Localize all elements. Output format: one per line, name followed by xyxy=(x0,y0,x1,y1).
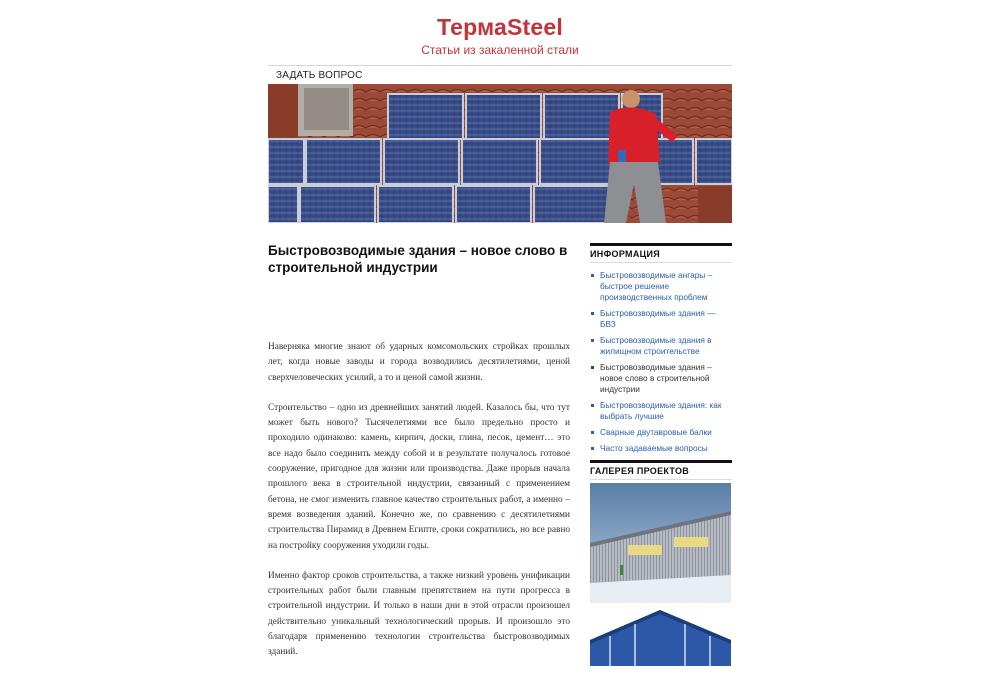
sidebar xyxy=(590,243,732,666)
info-widget xyxy=(590,243,732,454)
info-link-bvz[interactable]: Быстровозводимые здания — БВЗ xyxy=(590,308,732,330)
nav-divider xyxy=(268,65,732,66)
site-description: Статьи из закаленной стали xyxy=(421,43,579,57)
main-nav xyxy=(276,70,363,81)
gallery-image-blue-hangar[interactable] xyxy=(590,606,731,666)
info-link-how-to-choose[interactable]: Быстровозводимые здания: как выбрать лучшие xyxy=(590,400,732,422)
info-link-housing[interactable]: Быстровозводимые здания в жилищном строительстве xyxy=(590,335,732,357)
gallery-widget-title: ГАЛЕРЕЯ ПРОЕКТОВ xyxy=(590,460,732,480)
info-widget-title: ИНФОРМАЦИЯ xyxy=(590,243,732,263)
post-paragraph: Наверняка многие знают об ударных комсомольских стройках прошлых лет, когда новые заводы и города возводились десятилетиями, ценой сверхчеловеческих усилий, а то и ценой самой жизни. xyxy=(268,342,570,383)
gallery-widget xyxy=(590,460,732,666)
info-link-current-article[interactable]: Быстровозводимые здания – новое слово в строительной индустрии xyxy=(590,362,732,395)
post-paragraph: Строительство – одно из древнейших занятий людей. Казалось бы, что тут может быть нового? Тысячелетиями все было предельно просто и проходило одинаково: камень, кирпич, доски, глина, песок, цемент… это все надо было соединить между собой и в результате получалось готовое сооружение, пригодное для жизни или производства. Даже прорыв начала прошлого века в строительной индустрии, связанный с применением бетона, не смог изменить главное качество строительных работ, а именно – время возведения зданий. Конечно же, по сравнению с десятилетиями строительства Пирамид в Древнем Египте, сроки сократились, но все равно на постройку сооружения уходили годы. xyxy=(268,402,570,551)
header-image xyxy=(268,84,732,223)
info-link-faq[interactable]: Часто задаваемые вопросы xyxy=(590,443,732,454)
info-link-welded-beams[interactable]: Сварные двутавровые балки xyxy=(590,427,732,438)
info-link-hangars[interactable]: Быстровозводимые ангары – быстрое решение производственных проблем xyxy=(590,270,732,303)
gallery-image-warehouse[interactable] xyxy=(590,483,731,603)
site-title[interactable]: ТермаSteel xyxy=(437,14,563,40)
post-content xyxy=(268,340,570,676)
header-image-solar-panels xyxy=(268,84,732,223)
info-links-list xyxy=(590,270,732,454)
post-paragraph: Именно фактор сроков строительства, а также низкий уровень унификации строительных работ были главным препятствием на пути прогресса в строительной индустрии. И только в наши дни в этой отрасли произошел действительно уникальный технологический прорыв. И произошло это благодаря применению технологии строительства быстровозводимых зданий. xyxy=(268,570,570,658)
post-title[interactable]: Быстровозводимые здания – новое слово в строительной индустрии xyxy=(268,243,568,275)
nav-item-ask-question[interactable]: ЗАДАТЬ ВОПРОС xyxy=(276,70,363,81)
